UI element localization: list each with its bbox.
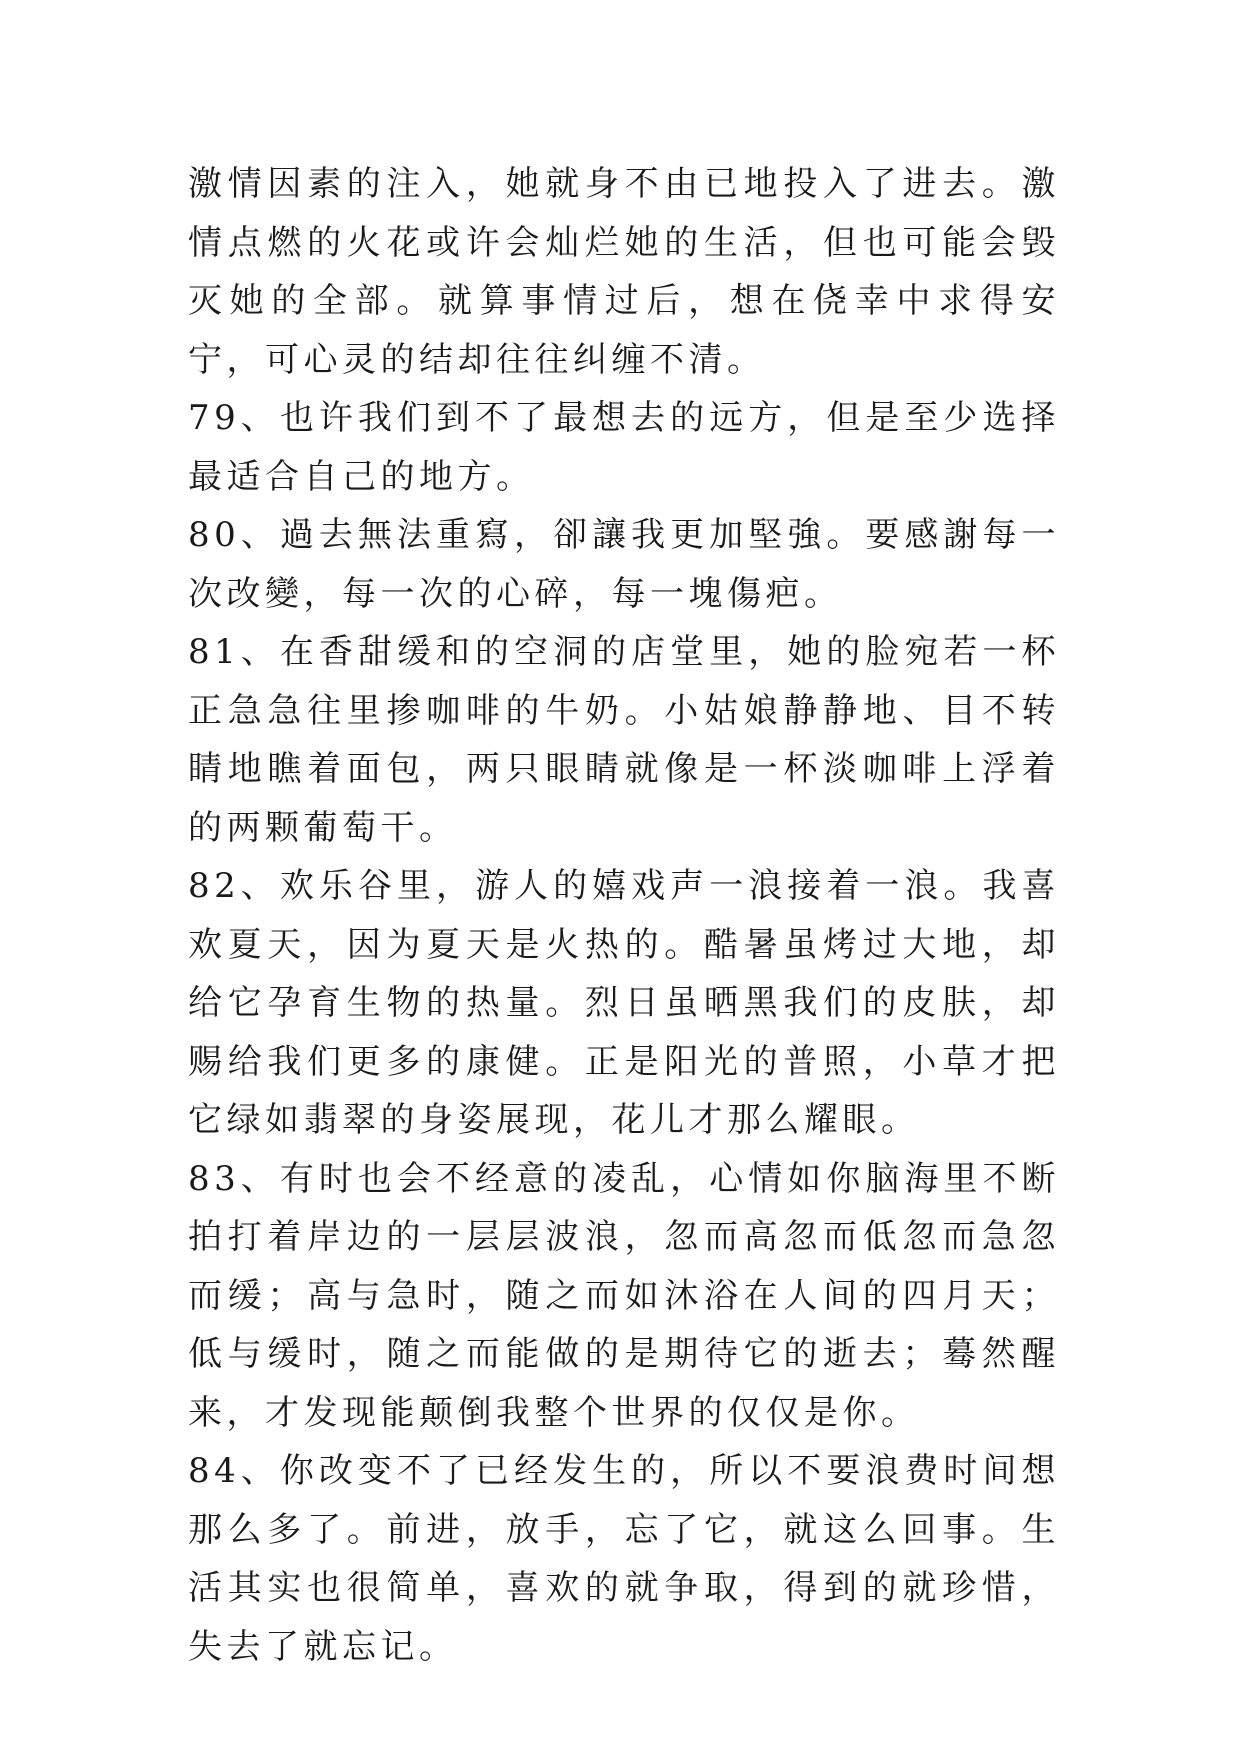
document-body [188, 155, 1060, 1676]
paragraph-80: 80、過去無法重寫，卻讓我更加堅強。要感謝每一次改變，每一次的心碎，每一塊傷疤。 [188, 515, 1060, 614]
paragraph-84: 84、你改变不了已经发生的，所以不要浪费时间想那么多了。前进，放手，忘了它，就这么回事。生活其实也很简单，喜欢的就争取，得到的就珍惜，失去了就忘记。 [188, 1451, 1060, 1667]
paragraph-82: 82、欢乐谷里，游人的嬉戏声一浪接着一浪。我喜欢夏天，因为夏天是火热的。酷暑虽烤过大地，却给它孕育生物的热量。烈日虽晒黑我们的皮肤，却赐给我们更多的康健。正是阳光的普照，小草才把它绿如翡翠的身姿展现，花儿才那么耀眼。 [188, 866, 1060, 1140]
paragraph-79: 79、也许我们到不了最想去的远方，但是至少选择最适合自己的地方。 [188, 398, 1060, 497]
paragraph-continued: 激情因素的注入，她就身不由已地投入了进去。激情点燃的火花或许会灿烂她的生活，但也可能会毁灭她的全部。就算事情过后，想在侥幸中求得安宁，可心灵的结却往往纠缠不清。 [188, 164, 1060, 380]
paragraph-81: 81、在香甜缓和的空洞的店堂里，她的脸宛若一杯正急急往里掺咖啡的牛奶。小姑娘静静地、目不转睛地瞧着面包，两只眼睛就像是一杯淡咖啡上浮着的两颗葡萄干。 [188, 632, 1060, 848]
paragraph-83: 83、有时也会不经意的凌乱，心情如你脑海里不断拍打着岸边的一层层波浪，忽而高忽而低忽而急忽而缓；高与急时，随之而如沐浴在人间的四月天；低与缓时，随之而能做的是期待它的逝去；蓦然醒来，才发现能颠倒我整个世界的仅仅是你。 [188, 1158, 1060, 1433]
